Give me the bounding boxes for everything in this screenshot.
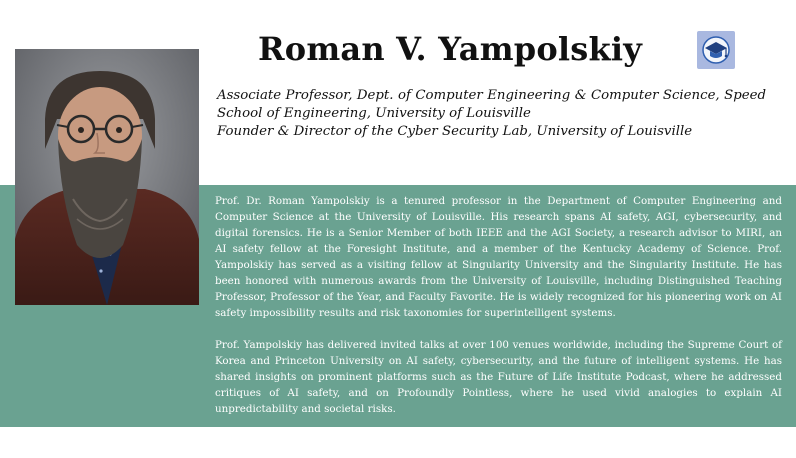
job-title: Associate Professor, Dept. of Computer Engineering & Computer Science, Speed School of Engineering, University of Louisville <box>217 88 766 121</box>
bio-text <box>215 193 782 417</box>
bio-paragraph-2: Prof. Yampolskiy has delivered invited talks at over 100 venues worldwide, including the Supreme Court of Korea and Princeton University on AI safety, cybersecurity, and the future of intelligent systems. He has shared insights on prominent platforms such as the Future of Life Institute Podcast, where he addressed critiques of AI safety, and on Profoundly Pointless, where he used vivid analogies to explain AI unpredictability and societal risks. <box>215 339 782 415</box>
person-name: Roman V. Yampolskiy <box>257 30 643 68</box>
lab-title: Founder & Director of the Cyber Security Lab, University of Louisville <box>217 124 693 139</box>
graduation-cap-icon <box>697 31 735 69</box>
profile-photo <box>15 49 199 305</box>
bio-paragraph-1: Prof. Dr. Roman Yampolskiy is a tenured professor in the Department of Computer Engineering and Computer Science at the University of Louisville. His research spans AI safety, AGI, cybersecurity, and digital forensics. He is a Senior Member of both IEEE and the AGI Society, a research advisor to MIRI, an AI safety fellow at the Foresight Institute, and a member of the Kentucky Academy of Science. Prof. Yampolskiy has served as a visiting fellow at Singularity University and the Singularity Institute. He has been honored with numerous awards from the University of Louisville, including Distinguished Teaching Professor, Professor of the Year, and Faculty Favorite. He is widely recognized for his pioneering work on AI safety impossibility results and risk taxonomies for superintelligent systems. <box>215 195 782 319</box>
titles-block <box>217 87 766 141</box>
